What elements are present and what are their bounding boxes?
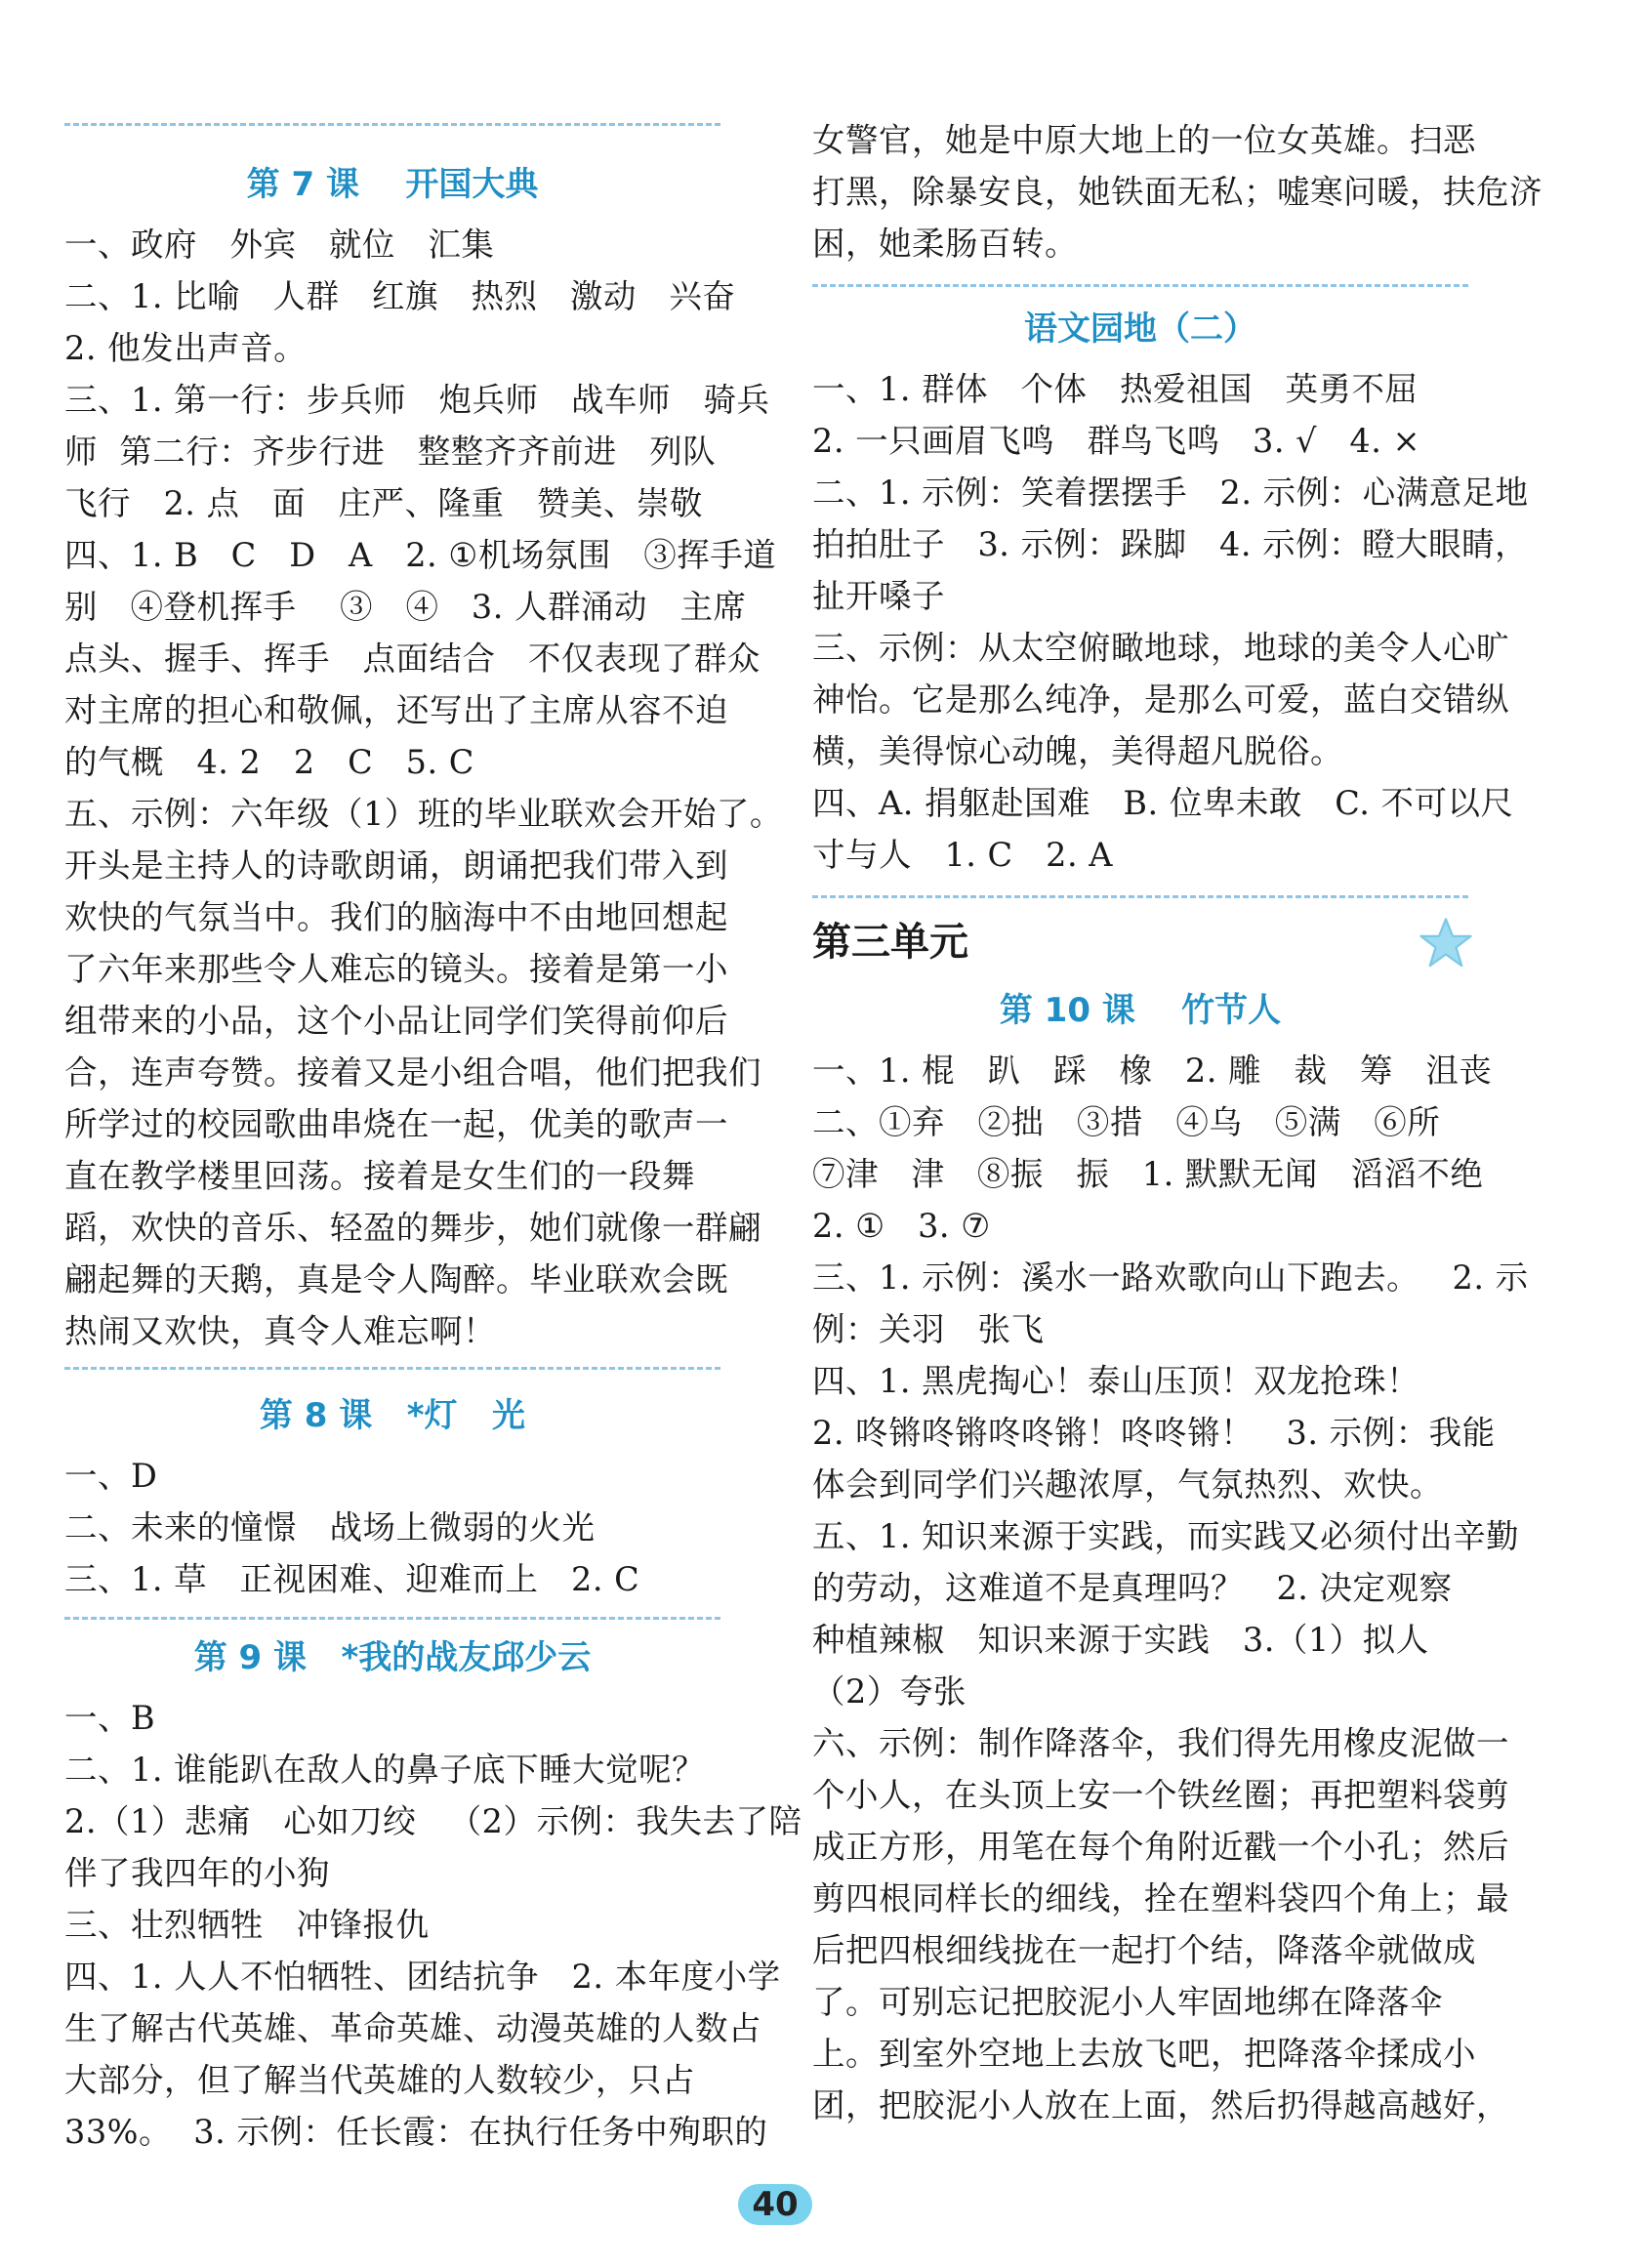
answer-line: 二、未来的憧憬 战场上微弱的火光 [64,1508,596,1546]
answer-line: 例：关羽 张飞 [812,1310,1045,1348]
answer-line: ⑦津 津 ⑧振 振 1. 默默无闻 滔滔不绝 [812,1155,1484,1193]
garden-answers [812,363,1529,881]
unit-title [812,908,1468,976]
answer-line: 扯开嗓子 [812,577,945,615]
answer-line: 组带来的小品，这个小品让同学们笑得前仰后 [64,1002,728,1040]
answer-line: 2. ① 3. ⑦ [812,1207,991,1245]
answer-line: 打黑，除暴安良，她铁面无私；嘘寒问暖，扶危济 [812,173,1542,211]
answer-line: 生了解古代英雄、革命英雄、动漫英雄的人数占 [64,2009,761,2047]
answer-line: 四、1. 人人不怕牺牲、团结抗争 2. 本年度小学 [64,1958,781,1996]
answer-line: 2. 他发出声音。 [64,329,308,367]
answer-line: 种植辣椒 知识来源于实践 3.（1）拟人 [812,1621,1429,1659]
answer-line: 的劳动，这难道不是真理吗？ 2. 决定观察 [812,1569,1453,1607]
left-column [64,0,802,2158]
answer-line: 团，把胶泥小人放在上面，然后扔得越高越好， [812,2086,1509,2124]
answer-line: 的气概 4. 2 2 C 5. C [64,743,474,781]
answer-line: 飞行 2. 点 面 庄严、隆重 赞美、崇敬 [64,484,703,522]
answer-line: 二、1. 示例：笑着摆摆手 2. 示例：心满意足地 [812,474,1529,512]
answer-line: 对主席的担心和敬佩，还写出了主席从容不迫 [64,691,728,729]
answer-line: 大部分，但了解当代英雄的人数较少，只占 [64,2061,695,2099]
garden-title: 语文园地（二） [1024,309,1256,349]
answer-line: 伴了我四年的小狗 [64,1854,330,1892]
unit-title-text: 第三单元 [812,920,968,965]
answer-line: 寸与人 1. C 2. A [812,836,1113,874]
answer-line: 体会到同学们兴趣浓厚，气氛热烈、欢快。 [812,1465,1443,1504]
right-column [812,0,1542,2131]
answer-line: 困，她柔肠百转。 [812,225,1078,263]
answer-line: 直在教学楼里回荡。接着是女生们的一段舞 [64,1157,695,1195]
answer-line: 个小人，在头顶上安一个铁丝圈；再把塑料袋剪 [812,1776,1509,1814]
answer-line: 一、政府 外宾 就位 汇集 [64,226,495,264]
answer-line: 一、D [64,1457,158,1495]
answer-line: 成正方形，用笔在每个角附近戳一个小孔；然后 [812,1828,1509,1866]
answer-line: 2. 一只画眉飞鸣 群鸟飞鸣 3. √ 4. × [812,422,1421,460]
answer-line: 翩起舞的天鹅，真是令人陶醉。毕业联欢会既 [64,1260,728,1299]
answer-line: 四、1. 黑虎掏心！泰山压顶！双龙抢珠！ [812,1362,1420,1400]
answer-line: 33%。 3. 示例：任长霞：在执行任务中殉职的 [64,2113,768,2151]
answer-line: 上。到室外空地上去放飞吧，把降落伞揉成小 [812,2035,1476,2073]
lesson10-answers [812,1045,1529,2131]
answer-line: 别 ④登机挥手 ③ ④ 3. 人群涌动 主席 [64,588,747,626]
answer-line: 四、1. B C D A 2. ①机场氛围 ③挥手道 [64,536,777,574]
answer-line: 2.（1）悲痛 心如刀绞 （2）示例：我失去了陪 [64,1802,802,1840]
answer-line: 师 第二行：齐步行进 整整齐齐前进 列队 [64,433,717,471]
answer-line: 二、①弃 ②拙 ③措 ④乌 ⑤满 ⑥所 [812,1103,1441,1141]
answer-line: 三、1. 草 正视困难、迎难而上 2. C [64,1560,640,1598]
answer-line: 三、示例：从太空俯瞰地球，地球的美令人心旷 [812,629,1509,667]
answer-line: 欢快的气氛当中。我们的脑海中不由地回想起 [64,898,728,936]
answer-line: 三、壮烈牺牲 冲锋报仇 [64,1906,430,1944]
answer-line: 一、1. 棍 趴 踩 橡 2. 雕 裁 筹 沮丧 [812,1052,1493,1090]
page-number: 40 [738,2184,812,2225]
answer-line: 了。可别忘记把胶泥小人牢固地绑在降落伞 [812,1983,1443,2021]
answer-line: 了六年来那些令人难忘的镜头。接着是第一小 [64,950,728,988]
answer-line: 点头、握手、挥手 点面结合 不仅表现了群众 [64,639,761,678]
lesson9-answers [64,1692,802,2158]
answer-line: 五、1. 知识来源于实践，而实践又必须付出辛勤 [812,1517,1520,1555]
answer-line: 剪四根同样长的细线，拴在塑料袋四个角上；最 [812,1879,1509,1917]
star-icon [1418,916,1474,972]
answer-line: 女警官，她是中原大地上的一位女英雄。扫恶 [812,121,1476,159]
answer-line: 横，美得惊心动魄，美得超凡脱俗。 [812,732,1343,770]
answer-line: （2）夸张 [812,1672,966,1711]
answer-line: 神怡。它是那么纯净，是那么可爱，蓝白交错纵 [812,680,1509,719]
answer-line: 后把四根细线拢在一起打个结，降落伞就做成 [812,1931,1476,1969]
answer-line: 2. 咚锵咚锵咚咚锵！咚咚锵！ 3. 示例：我能 [812,1414,1496,1452]
answer-line: 拍拍肚子 3. 示例：跺脚 4. 示例：瞪大眼睛， [812,525,1529,563]
answer-line: 三、1. 示例：溪水一路欢歌向山下跑去。 2. 示 [812,1258,1529,1297]
answer-line: 五、示例：六年级（1）班的毕业联欢会开始了。 [64,795,783,833]
continued-answer [812,114,1542,269]
answer-line: 蹈，欢快的音乐、轻盈的舞步，她们就像一群翩 [64,1209,761,1247]
lesson7-answers [64,219,783,1357]
answer-line: 六、示例：制作降落伞，我们得先用橡皮泥做一 [812,1724,1509,1762]
answer-line: 一、B [64,1699,156,1737]
lesson8-answers [64,1450,720,1605]
answer-line: 二、1. 谁能趴在敌人的鼻子底下睡大觉呢？ [64,1751,706,1789]
answer-line: 四、A. 捐躯赴国难 B. 位卑未敢 C. 不可以尺 [812,784,1514,822]
answer-line: 开头是主持人的诗歌朗诵，朗诵把我们带入到 [64,846,728,885]
lesson8-title: 第 8 课 *灯 光 [259,1396,526,1435]
answer-line: 合，连声夸赞。接着又是小组合唱，他们把我们 [64,1053,761,1092]
lesson10-title: 第 10 课 竹节人 [999,991,1282,1030]
answer-line: 三、1. 第一行：步兵师 炮兵师 战车师 骑兵 [64,381,770,419]
lesson9-title: 第 9 课 *我的战友邱少云 [193,1638,592,1677]
answer-line: 一、1. 群体 个体 热爱祖国 英勇不屈 [812,370,1419,408]
lesson7-title: 第 7 课 开国大典 [246,165,539,204]
answer-line: 热闹又欢快，真令人难忘啊！ [64,1312,496,1350]
answer-line: 所学过的校园歌曲串烧在一起，优美的歌声一 [64,1105,728,1143]
answer-line: 二、1. 比喻 人群 红旗 热烈 激动 兴奋 [64,277,736,315]
